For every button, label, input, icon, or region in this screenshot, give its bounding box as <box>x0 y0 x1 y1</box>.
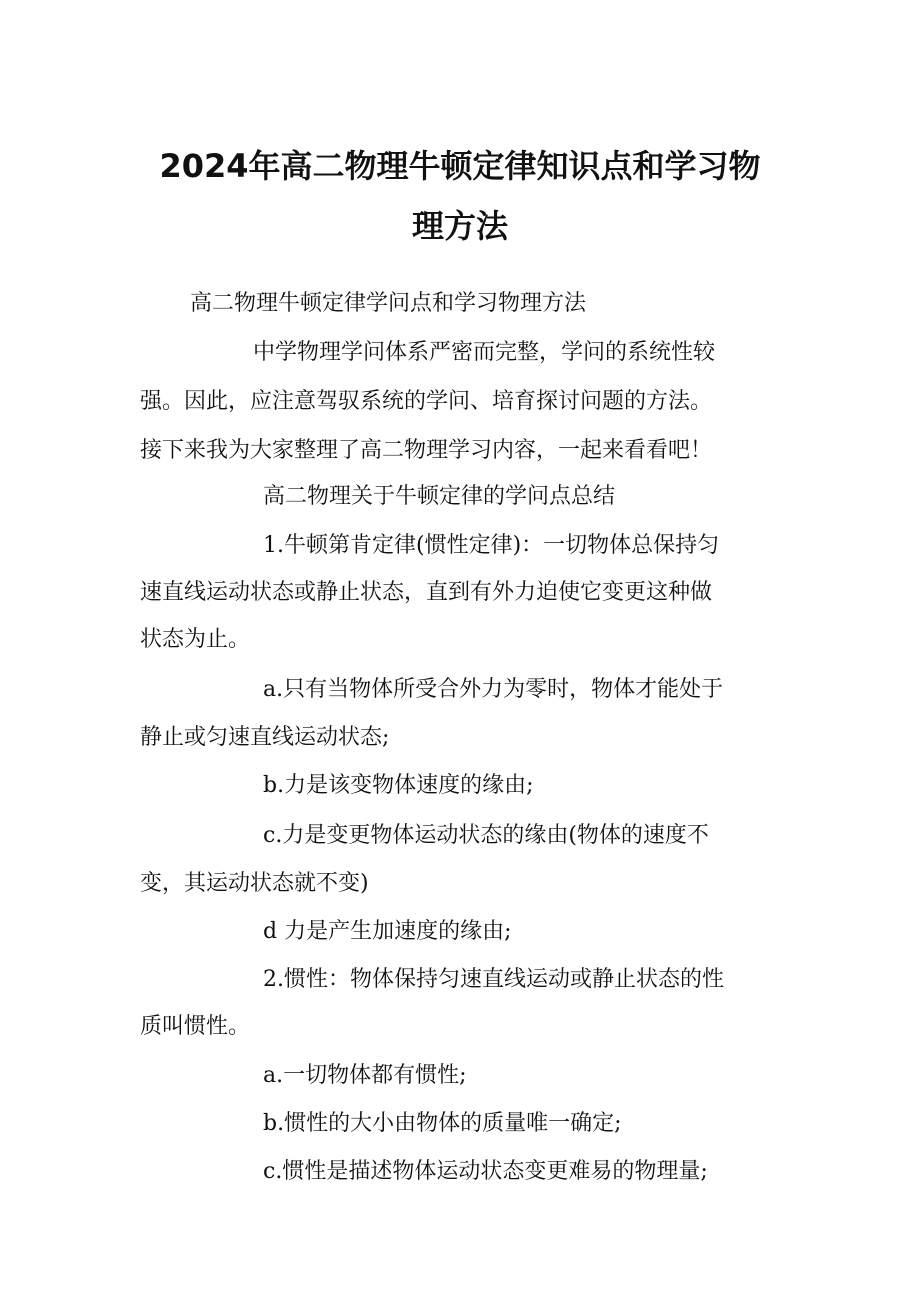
body-line: 2.惯性：物体保持匀速直线运动或静止状态的性 <box>263 967 724 992</box>
body-line: 中学物理学问体系严密而完整，学问的系统性较 <box>253 340 716 365</box>
body-line: d 力是产生加速度的缘由; <box>263 919 512 944</box>
body-line: 速直线运动状态或静止状态，直到有外力迫使它变更这种做 <box>140 580 713 605</box>
body-line: a.只有当物体所受合外力为零时，物体才能处于 <box>263 677 724 702</box>
body-line: b.惯性的大小由物体的质量唯一确定; <box>263 1111 622 1136</box>
body-line: 1.牛顿第肯定律(惯性定律)：一切物体总保持匀 <box>263 533 720 558</box>
body-line: a.一切物体都有惯性; <box>263 1063 467 1088</box>
document-title-line-2: 理方法 <box>411 207 508 245</box>
body-line: 接下来我为大家整理了高二物理学习内容，一起来看看吧！ <box>140 438 713 463</box>
body-line: 质叫惯性。 <box>140 1014 251 1039</box>
body-line: 变，其运动状态就不变) <box>140 871 369 896</box>
body-line: 状态为止。 <box>140 627 251 652</box>
body-line: 静止或匀速直线运动状态; <box>140 725 390 750</box>
subtitle-line: 高二物理牛顿定律学问点和学习物理方法 <box>190 291 587 316</box>
body-line: b.力是该变物体速度的缘由; <box>263 773 534 798</box>
document-title-line-1: 2024年高二物理牛顿定律知识点和学习物 <box>159 147 761 185</box>
body-line: 强。因此，应注意驾驭系统的学问、培育探讨问题的方法。 <box>140 389 713 414</box>
body-line: c.力是变更物体运动状态的缘由(物体的速度不 <box>263 823 709 848</box>
body-line: c.惯性是描述物体运动状态变更难易的物理量; <box>263 1159 708 1184</box>
section-heading: 高二物理关于牛顿定律的学问点总结 <box>263 484 616 509</box>
